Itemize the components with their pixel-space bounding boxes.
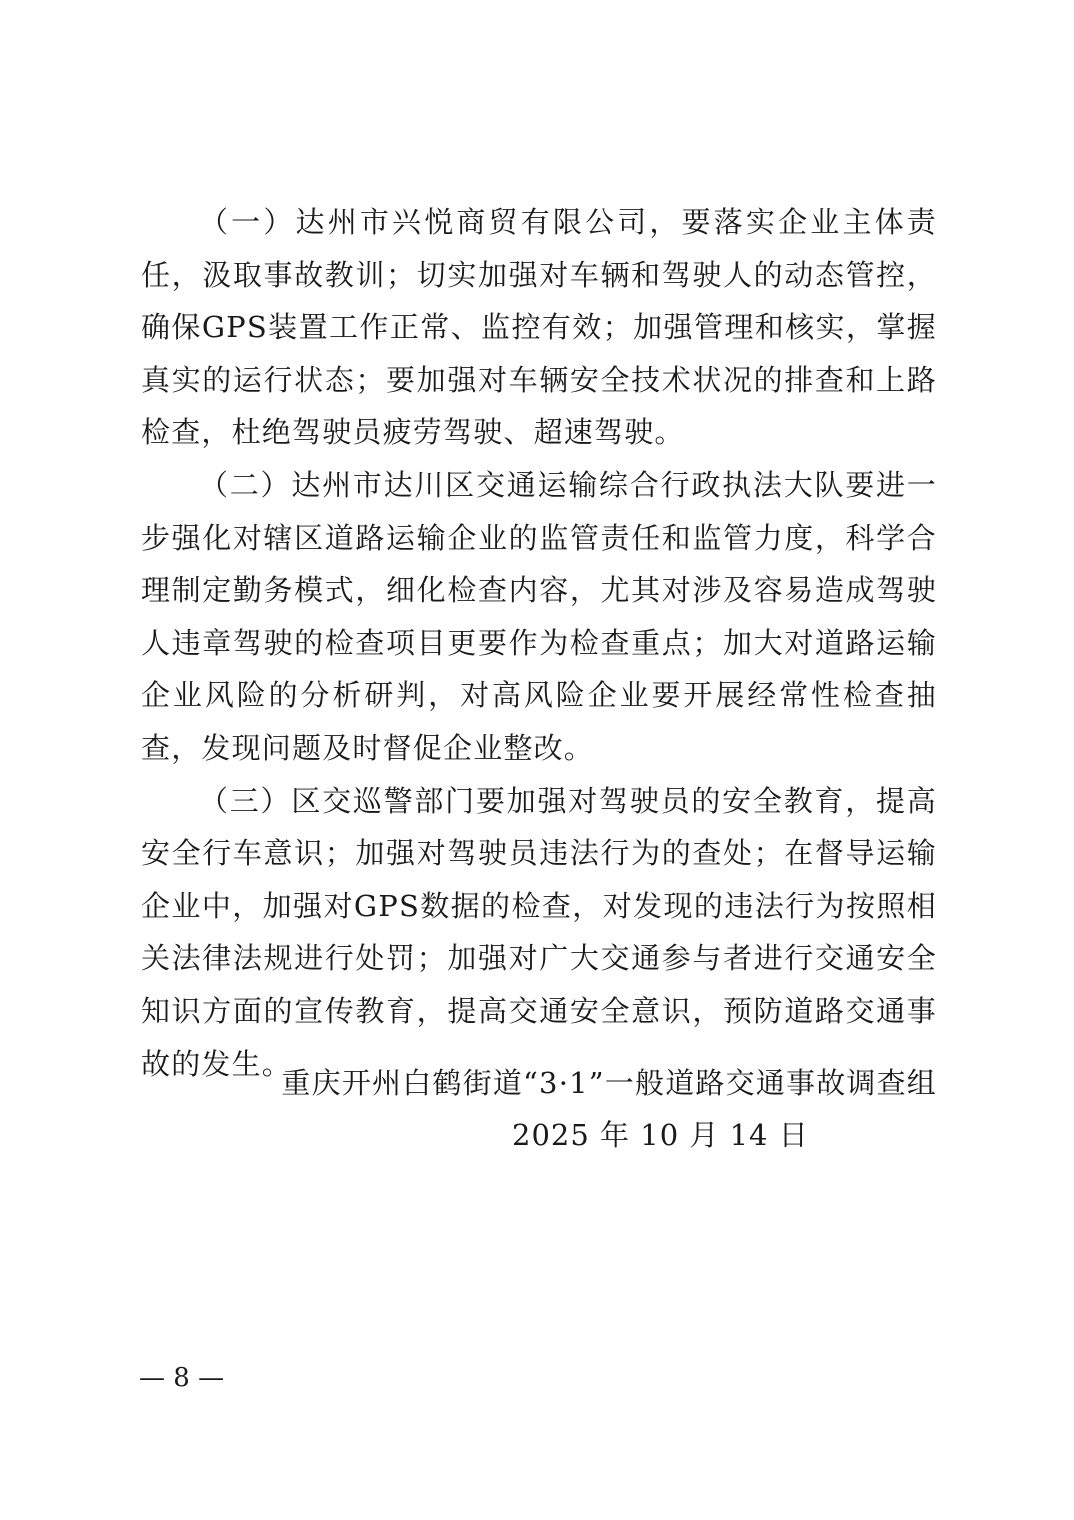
paragraph-2: （二）达州市达川区交通运输综合行政执法大队要进一步强化对辖区道路运输企业的监管责任和监管力度，科学合理制定勤务模式，细化检查内容，尤其对涉及容易造成驾驶人违章驾驶的检查项目更要作为检查重点；加大对道路运输企业风险的分析研判，对高风险企业要开展经常性检查抽查，发现问题及时督促企业整改。 (141, 467, 937, 765)
paragraph-3: （三）区交巡警部门要加强对驾驶员的安全教育，提高安全行车意识；加强对驾驶员违法行为的查处；在督导运输企业中，加强对GPS数据的检查，对发现的违法行为按照相关法律法规进行处罚；加强对广大交通参与者进行交通安全知识方面的宣传教育，提高交通安全意识，预防道路交通事故的发生。 (141, 783, 937, 1081)
paragraph-1: （一）达州市兴悦商贸有限公司，要落实企业主体责任，汲取事故教训；切实加强对车辆和驾驶人的动态管控，确保GPS装置工作正常、监控有效；加强管理和核实，掌握真实的运行状态；要加强对车辆安全技术状况的排查和上路检查，杜绝驾驶员疲劳驾驶、超速驾驶。 (141, 205, 937, 450)
document-body (141, 196, 937, 1090)
page-number: — 8 — (139, 1363, 225, 1393)
signature-date: 2025 年 10 月 14 日 (512, 1118, 809, 1152)
signature-line: 重庆开州白鹤街道“3·1”一般道路交通事故调查组 (281, 1066, 937, 1100)
